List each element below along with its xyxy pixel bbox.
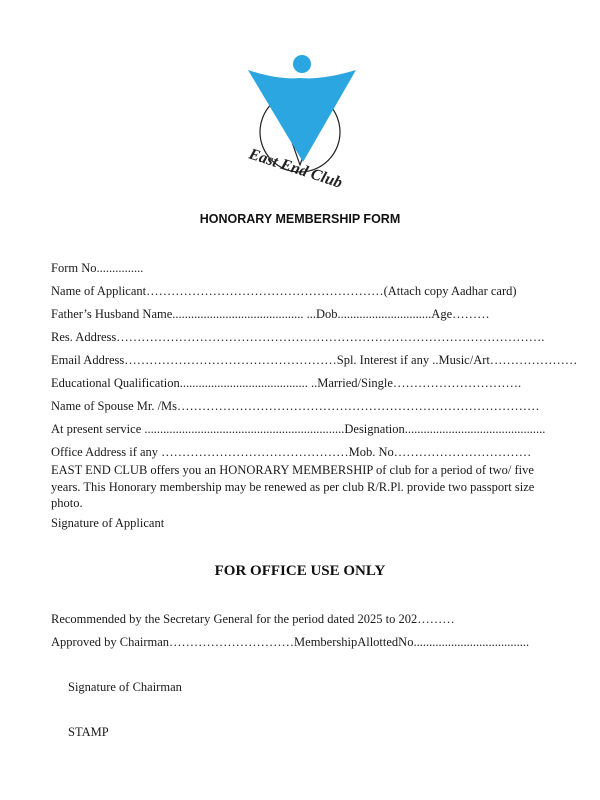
recommended-field[interactable]: Recommended by the Secretary General for the period dated 2025 to 202……… <box>51 612 455 626</box>
spouse-name-field[interactable]: Name of Spouse Mr. /Ms…………………………………………………………………………… <box>51 399 540 413</box>
form-title: HONORARY MEMBERSHIP FORM <box>199 212 401 226</box>
club-logo-text: East End Club <box>246 145 345 190</box>
stamp-label: STAMP <box>68 725 109 739</box>
form-no-field[interactable]: Form No............... <box>51 261 144 275</box>
father-husband-name-field[interactable]: Father’s Husband Name.......................................... ...Dob..............................Age……… <box>51 307 490 321</box>
present-service-field[interactable]: At present service ................................................................Designation............................................. <box>51 422 546 436</box>
applicant-name-field[interactable]: Name of Applicant…………………………………………………(Attach copy Aadhar card) <box>51 284 517 298</box>
approved-field[interactable]: Approved by Chairman…………………………MembershipAllottedNo..................................... <box>51 635 530 649</box>
res-address-field[interactable]: Res. Address…………………………………………………………………………………………. <box>51 330 545 344</box>
signature-chairman-label: Signature of Chairman <box>68 680 182 694</box>
signature-applicant-label: Signature of Applicant <box>51 516 165 530</box>
club-logo-icon <box>228 50 378 190</box>
office-address-field[interactable]: Office Address if any ………………………………………Mob. No…………………………… <box>51 445 532 459</box>
offer-paragraph: EAST END CLUB offers you an HONORARY MEMBERSHIP of club for a period of two/ five years. This Honorary membership may be renewed as per club R/R.Pl. provide two passport size photo. <box>51 463 535 510</box>
email-address-field[interactable]: Email Address……………………………………………Spl. Interest if any ..Music/Art………………… <box>51 353 578 367</box>
education-field[interactable]: Educational Qualification......................................... ..Married/Single…………………………. <box>51 376 522 390</box>
office-use-title: FOR OFFICE USE ONLY <box>214 563 386 579</box>
